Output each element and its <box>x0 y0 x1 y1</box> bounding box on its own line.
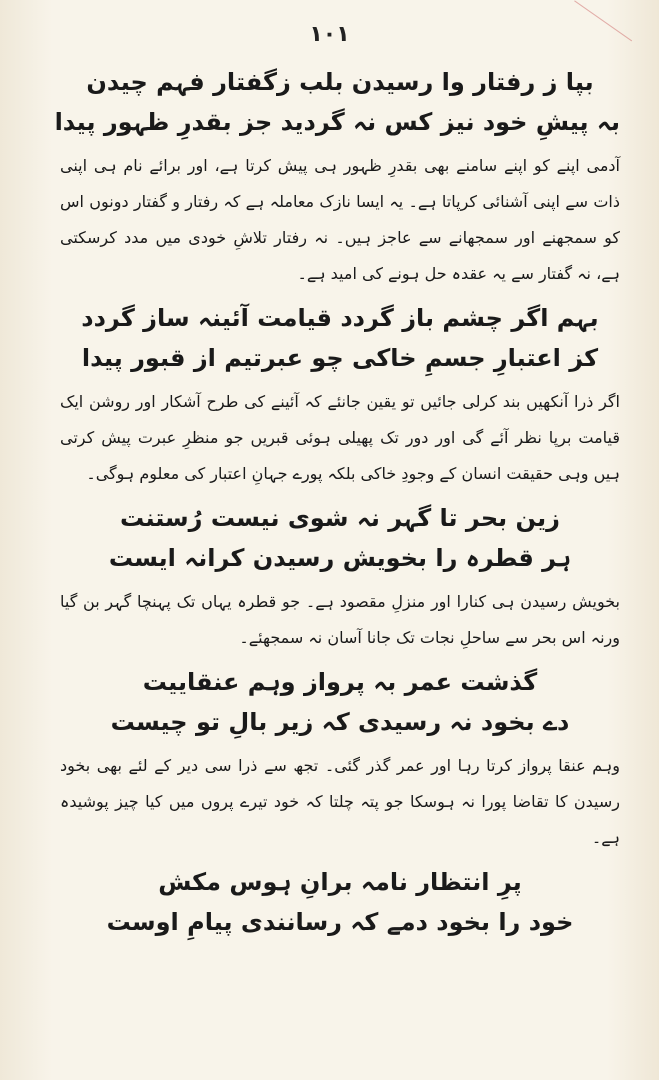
couplet-2 <box>60 298 620 378</box>
couplet-line: گذشت عمر بہ پرواز وہم عنقاییت <box>142 668 538 696</box>
commentary-paragraph-4: وہم عنقا پرواز کرتا رہا اور عمر گذر گئی۔ تجھ سے ذرا سی دیر کے لئے بھی بخود رسیدن کا تقاضا پورا نہ ہوسکا جو پتہ چلتا کہ خود تیرے پروں میں کیا چیز پوشیدہ ہے۔ <box>60 756 620 847</box>
couplet-line: ہر قطرہ را بخویش رسیدن کرانہ ایست <box>108 544 572 572</box>
couplet-1 <box>54 62 620 142</box>
page-content <box>54 62 620 948</box>
commentary-paragraph-3: بخویش رسیدن ہی کنارا اور منزلِ مقصود ہے۔ جو قطرہ یہاں تک پہنچا گہر بن گیا ورنہ اس بحر سے ساحلِ نجات تک جانا آسان نہ سمجھئے۔ <box>60 592 620 647</box>
couplet-line: بہم اگر چشم باز گردد قیامت آئینہ ساز گردد <box>81 304 599 332</box>
couplet-line: خود را بخود دمے کہ رسانندی پیامِ اوست <box>106 908 574 936</box>
couplet-line: زین بحر تا گہر نہ شوی نیست رُستنت <box>120 504 560 532</box>
couplet-line: بہ پیشِ خود نیز کس نہ گردید جز بقدرِ ظہور پیدا <box>54 108 620 136</box>
couplet-5 <box>60 862 620 942</box>
couplet-4 <box>60 662 620 742</box>
couplet-line: کز اعتبارِ جسمِ خاکی چو عبرتیم از قبور پیدا <box>81 344 599 372</box>
couplet-line: دے بخود نہ رسیدی کہ زیر بالِ تو چیست <box>110 708 570 736</box>
page-number: ۱۰۱ <box>309 22 350 47</box>
commentary-paragraph-2: اگر ذرا آنکھیں بند کرلی جائیں تو یقین جانئے کہ آئینے کی طرح آشکار اور روشن ایک قیامت برپا نظر آئے گی اور دور تک پھیلی ہوئی قبریں جو منظرِ عبرت پیش کرتی ہیں وہی حقیقت انسان کے وجودِ خاکی بلکہ پورے جہانِ اعتبار کی معلوم ہوگی۔ <box>60 392 620 483</box>
commentary-paragraph-1: آدمی اپنے کو اپنے سامنے بھی بقدرِ ظہور ہی پیش کرتا ہے، اور برائے نام ہی اپنی ذات سے اپنی آشنائی کرپاتا ہے۔ یہ ایسا نازک معاملہ ہے کہ رفتار و گفتار دونوں اس کو سمجھنے اور سمجھانے سے عاجز ہیں۔ نہ رفتار تلاشِ خودی میں مدد کرسکتی ہے، نہ گفتار سے یہ عقدہ حل ہونے کی امید ہے۔ <box>60 156 620 283</box>
couplet-line: بپا ز رفتار وا رسیدن بلب زگفتار فہم چیدن <box>86 68 594 96</box>
couplet-3 <box>60 498 620 578</box>
couplet-line: پرِ انتظار نامہ برانِ ہوس مکش <box>158 868 522 896</box>
